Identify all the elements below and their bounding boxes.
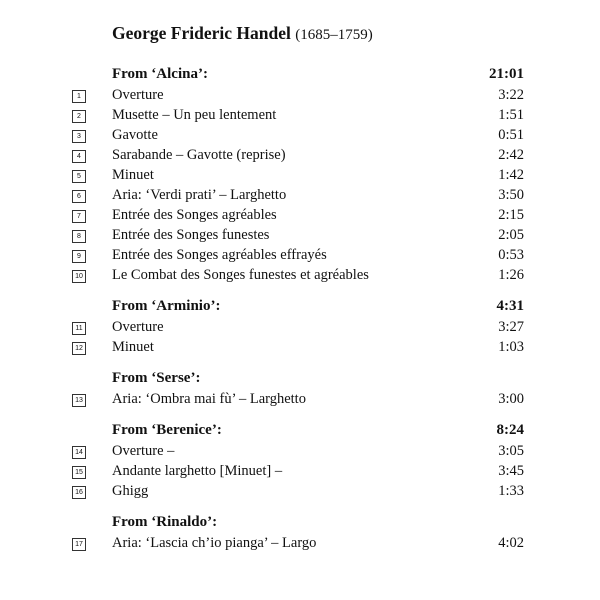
track-duration: 1:42 <box>498 167 524 183</box>
track-title: Overture – <box>112 443 175 459</box>
track-number-box: 15 <box>72 466 86 479</box>
track-row <box>0 482 600 502</box>
track-title: Overture <box>112 87 164 103</box>
track-duration: 1:33 <box>498 483 524 499</box>
track-row <box>0 338 600 358</box>
track-title: Entrée des Songes funestes <box>112 227 270 243</box>
section-header <box>0 422 600 442</box>
track-title: Musette – Un peu lentement <box>112 107 277 123</box>
track-number-box: 17 <box>72 538 86 551</box>
track-number-box: 1 <box>72 90 86 103</box>
track-title: Aria: ‘Verdi prati’ – Larghetto <box>112 187 287 203</box>
track-title: Minuet <box>112 339 154 355</box>
page-title <box>112 23 373 44</box>
track-row <box>0 266 600 286</box>
track-row <box>0 126 600 146</box>
track-row <box>0 166 600 186</box>
track-number-box: 8 <box>72 230 86 243</box>
track-title: Gavotte <box>112 127 158 143</box>
track-row <box>0 534 600 554</box>
track-number-box: 9 <box>72 250 86 263</box>
track-row <box>0 318 600 338</box>
track-duration: 3:45 <box>498 463 524 479</box>
work-section <box>0 370 600 410</box>
track-number-box: 3 <box>72 130 86 143</box>
section-header <box>0 370 600 390</box>
track-number-box: 6 <box>72 190 86 203</box>
track-title: Andante larghetto [Minuet] – <box>112 463 283 479</box>
track-title: Overture <box>112 319 164 335</box>
track-title: Entrée des Songes agréables <box>112 207 277 223</box>
track-row <box>0 146 600 166</box>
section-total-duration: 21:01 <box>489 66 524 82</box>
track-number-box: 10 <box>72 270 86 283</box>
track-title: Aria: ‘Lascia ch’io pianga’ – Largo <box>112 535 317 551</box>
composer-dates: (1685–1759) <box>295 27 373 43</box>
track-number-box: 4 <box>72 150 86 163</box>
section-header <box>0 298 600 318</box>
track-duration: 1:03 <box>498 339 524 355</box>
track-duration: 3:00 <box>498 391 524 407</box>
track-duration: 2:05 <box>498 227 524 243</box>
composer-name: George Frideric Handel <box>112 23 291 43</box>
work-section <box>0 514 600 554</box>
track-row <box>0 106 600 126</box>
track-duration: 2:42 <box>498 147 524 163</box>
track-number-box: 2 <box>72 110 86 123</box>
track-duration: 0:53 <box>498 247 524 263</box>
section-total-duration: 8:24 <box>496 422 524 438</box>
track-title: Entrée des Songes agréables effrayés <box>112 247 327 263</box>
track-title: Le Combat des Songes funestes et agréables <box>112 267 369 283</box>
track-row <box>0 442 600 462</box>
section-title: From ‘Arminio’: <box>112 298 221 314</box>
section-title: From ‘Rinaldo’: <box>112 514 218 530</box>
track-duration: 4:02 <box>498 535 524 551</box>
work-section <box>0 66 600 286</box>
track-row <box>0 226 600 246</box>
track-number-box: 11 <box>72 322 86 335</box>
track-duration: 0:51 <box>498 127 524 143</box>
track-title: Ghigg <box>112 483 149 499</box>
track-number-box: 12 <box>72 342 86 355</box>
section-title: From ‘Berenice’: <box>112 422 222 438</box>
track-row <box>0 462 600 482</box>
track-row <box>0 186 600 206</box>
work-section <box>0 298 600 358</box>
section-header <box>0 514 600 534</box>
track-duration: 3:27 <box>498 319 524 335</box>
track-number-box: 5 <box>72 170 86 183</box>
section-total-duration: 4:31 <box>496 298 524 314</box>
track-number-box: 14 <box>72 446 86 459</box>
track-title: Sarabande – Gavotte (reprise) <box>112 147 286 163</box>
track-title: Minuet <box>112 167 154 183</box>
track-duration: 1:51 <box>498 107 524 123</box>
track-duration: 1:26 <box>498 267 524 283</box>
track-duration: 3:50 <box>498 187 524 203</box>
track-row <box>0 86 600 106</box>
track-duration: 3:05 <box>498 443 524 459</box>
track-row <box>0 206 600 226</box>
track-duration: 3:22 <box>498 87 524 103</box>
section-title: From ‘Serse’: <box>112 370 201 386</box>
track-duration: 2:15 <box>498 207 524 223</box>
work-section <box>0 422 600 502</box>
section-header <box>0 66 600 86</box>
track-title: Aria: ‘Ombra mai fù’ – Larghetto <box>112 391 306 407</box>
track-row <box>0 390 600 410</box>
track-number-box: 16 <box>72 486 86 499</box>
track-number-box: 13 <box>72 394 86 407</box>
track-row <box>0 246 600 266</box>
section-title: From ‘Alcina’: <box>112 66 208 82</box>
track-number-box: 7 <box>72 210 86 223</box>
